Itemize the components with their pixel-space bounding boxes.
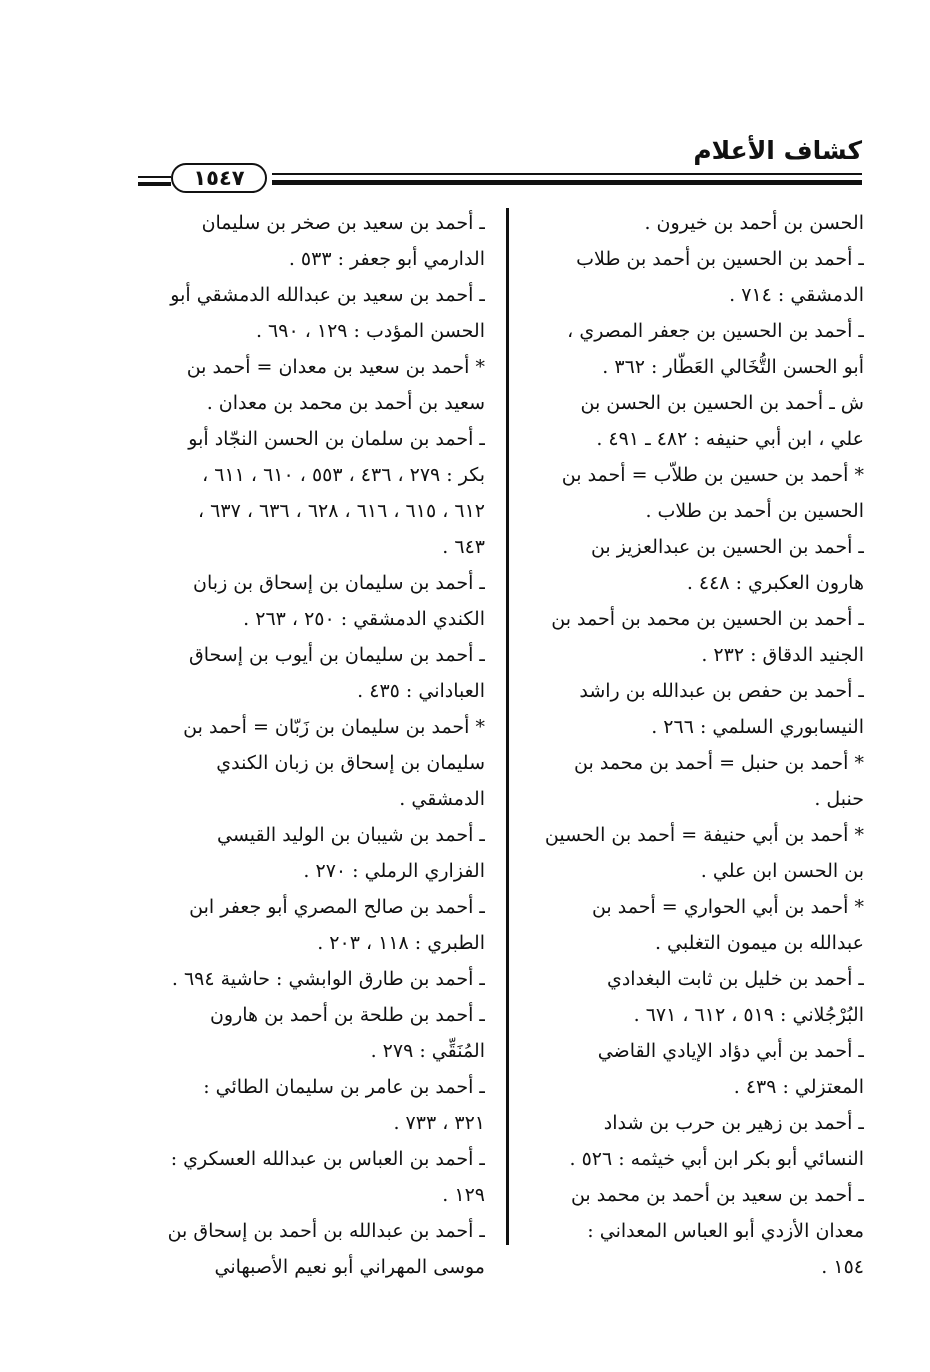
running-header-title: كشاف الأعلام xyxy=(693,136,862,165)
index-entry-line: الحسين بن أحمد بن طلاب . xyxy=(645,500,864,522)
index-entry-line: بن الحسن ابن علي . xyxy=(700,860,864,882)
index-entry-line: ش ـ أحمد بن الحسين بن الحسن بن xyxy=(580,392,864,414)
index-entry-line: * أحمد بن حسين بن طلاّب = أحمد بن xyxy=(561,464,864,486)
index-entry-line: ـ أحمد بن أبي دؤاد الإيادي القاضي xyxy=(597,1040,864,1062)
index-entry-line: ـ أحمد بن سليمان بن إسحاق بن زبان xyxy=(193,572,485,594)
index-entry-line: الدارمي أبو جعفر : ٥٣٣ . xyxy=(288,248,485,270)
index-entry-line: ـ أحمد بن طلحة بن أحمد بن هارون xyxy=(209,1004,485,1026)
index-entry-line: ـ أحمد بن شيبان بن الوليد القيسي xyxy=(217,824,485,846)
index-entry-line: * أحمد بن سليمان بن زَبّان = أحمد بن xyxy=(183,716,485,738)
index-entry-line: الدمشقي : ٧١٤ . xyxy=(729,284,864,306)
index-entry-line: الحسن المؤدب : ١٢٩ ، ٦٩٠ . xyxy=(255,320,485,342)
index-entry-line: موسى المهراني أبو نعيم الأصبهاني xyxy=(214,1256,485,1278)
index-entry-line: ـ أحمد بن الحسين بن عبدالعزيز بن xyxy=(590,536,864,558)
index-entry-line: معدان الأزدي أبو العباس المعداني : xyxy=(587,1220,864,1242)
index-entry-line: ١٥٤ . xyxy=(821,1256,864,1278)
index-entry-line: ـ أحمد بن سليمان بن أيوب بن إسحاق xyxy=(188,644,485,666)
index-entry-line: حنبل . xyxy=(814,788,864,810)
index-entry-line: ٣٢١ ، ٧٣٣ . xyxy=(393,1112,485,1134)
index-entry-line: ـ أحمد بن زهير بن حرب بن شداد xyxy=(603,1112,864,1134)
index-entry-line: ـ أحمد بن الحسين بن جعفر المصري ، xyxy=(567,320,864,342)
index-entry-line: ـ أحمد بن خليل بن ثابت البغدادي xyxy=(606,968,864,990)
index-entry-line: البُرْجُلاني : ٥١٩ ، ٦١٢ ، ٦٧١ . xyxy=(633,1004,864,1026)
index-entry-line: ـ أحمد بن سعيد بن أحمد بن محمد بن xyxy=(570,1184,864,1206)
index-entry-line: أبو الحسن التُّخَالي العَطّار : ٣٦٢ . xyxy=(602,356,864,378)
index-entry-line: سعيد بن أحمد بن محمد بن معدان . xyxy=(206,392,485,414)
index-entry-line: الطبري : ١١٨ ، ٢٠٣ . xyxy=(317,932,485,954)
index-entry-line: * أحمد بن أبي حنيفة = أحمد بن الحسين xyxy=(544,824,864,846)
index-entry-line: ـ أحمد بن الحسين بن أحمد بن طلاب xyxy=(576,248,864,270)
index-entry-line: المعتزلي : ٤٣٩ . xyxy=(733,1076,864,1098)
index-entry-line: ـ أحمد بن سعيد بن صخر بن سليمان xyxy=(201,212,485,234)
index-entry-line: ـ أحمد بن حفص بن عبدالله بن راشد xyxy=(579,680,864,702)
index-entry-line: العباداني : ٤٣٥ . xyxy=(357,680,485,702)
index-entry-line: ـ أحمد بن سلمان بن الحسن النجّاد أبو xyxy=(188,428,485,450)
index-entry-line: النيسابوري السلمي : ٢٦٦ . xyxy=(651,716,864,738)
index-entry-line: الكندي الدمشقي : ٢٥٠ ، ٢٦٣ . xyxy=(243,608,485,630)
index-entry-line: هارون العكبري : ٤٤٨ . xyxy=(686,572,864,594)
header-rule-short xyxy=(138,176,171,186)
index-entry-line: ـ أحمد بن سعيد بن عبدالله الدمشقي أبو xyxy=(170,284,485,306)
index-column-right xyxy=(518,205,864,1285)
index-entry-line: * أحمد بن سعيد بن معدان = أحمد بن xyxy=(186,356,485,378)
index-entry-line: ٦٤٣ . xyxy=(442,536,485,558)
index-entry-line: * أحمد بن أبي الحواري = أحمد بن xyxy=(591,896,864,918)
index-entry-line: ـ أحمد بن عامر بن سليمان الطائي : xyxy=(203,1076,485,1098)
page-number: ١٥٤٧ xyxy=(171,163,267,193)
column-divider xyxy=(506,208,509,1245)
index-entry-line: الدمشقي . xyxy=(399,788,485,810)
index-entry-line: الفزاري الرملي : ٢٧٠ . xyxy=(303,860,485,882)
index-entry-line: علي ، ابن أبي حنيفه : ٤٨٢ ـ ٤٩١ . xyxy=(596,428,864,450)
index-entry-line: ٦١٢ ، ٦١٥ ، ٦١٦ ، ٦٢٨ ، ٦٣٦ ، ٦٣٧ ، xyxy=(197,500,485,522)
index-entry-line: ـ أحمد بن عبدالله بن أحمد بن إسحاق بن xyxy=(167,1220,485,1242)
index-entry-line: ١٢٩ . xyxy=(442,1184,485,1206)
index-entry-line: المُنَقِّي : ٢٧٩ . xyxy=(370,1040,485,1062)
index-entry-line: ـ أحمد بن العباس بن عبدالله العسكري : xyxy=(170,1148,485,1170)
index-entry-line: عبدالله بن ميمون التغلبي . xyxy=(654,932,864,954)
index-entry-line: الحسن بن أحمد بن خيرون . xyxy=(644,212,864,234)
index-entry-line: ـ أحمد بن الحسين بن محمد بن أحمد بن xyxy=(551,608,864,630)
index-entry-line: ـ أحمد بن طارق الوابشي : حاشية ٦٩٤ . xyxy=(171,968,485,990)
index-entry-line: بكر : ٢٧٩ ، ٤٣٦ ، ٥٥٣ ، ٦١٠ ، ٦١١ ، xyxy=(202,464,485,486)
index-entry-line: الجنيد الدقاق : ٢٣٢ . xyxy=(701,644,864,666)
index-entry-line: * أحمد بن حنبل = أحمد بن محمد بن xyxy=(574,752,864,774)
header-rule xyxy=(272,173,862,185)
index-entry-line: ـ أحمد بن صالح المصري أبو جعفر ابن xyxy=(189,896,485,918)
index-entry-line: سليمان بن إسحاق بن زبان الكندي xyxy=(216,752,485,774)
index-column-left xyxy=(135,205,485,1285)
index-entry-line: النسائي أبو بكر ابن أبي خيثمه : ٥٢٦ . xyxy=(569,1148,864,1170)
